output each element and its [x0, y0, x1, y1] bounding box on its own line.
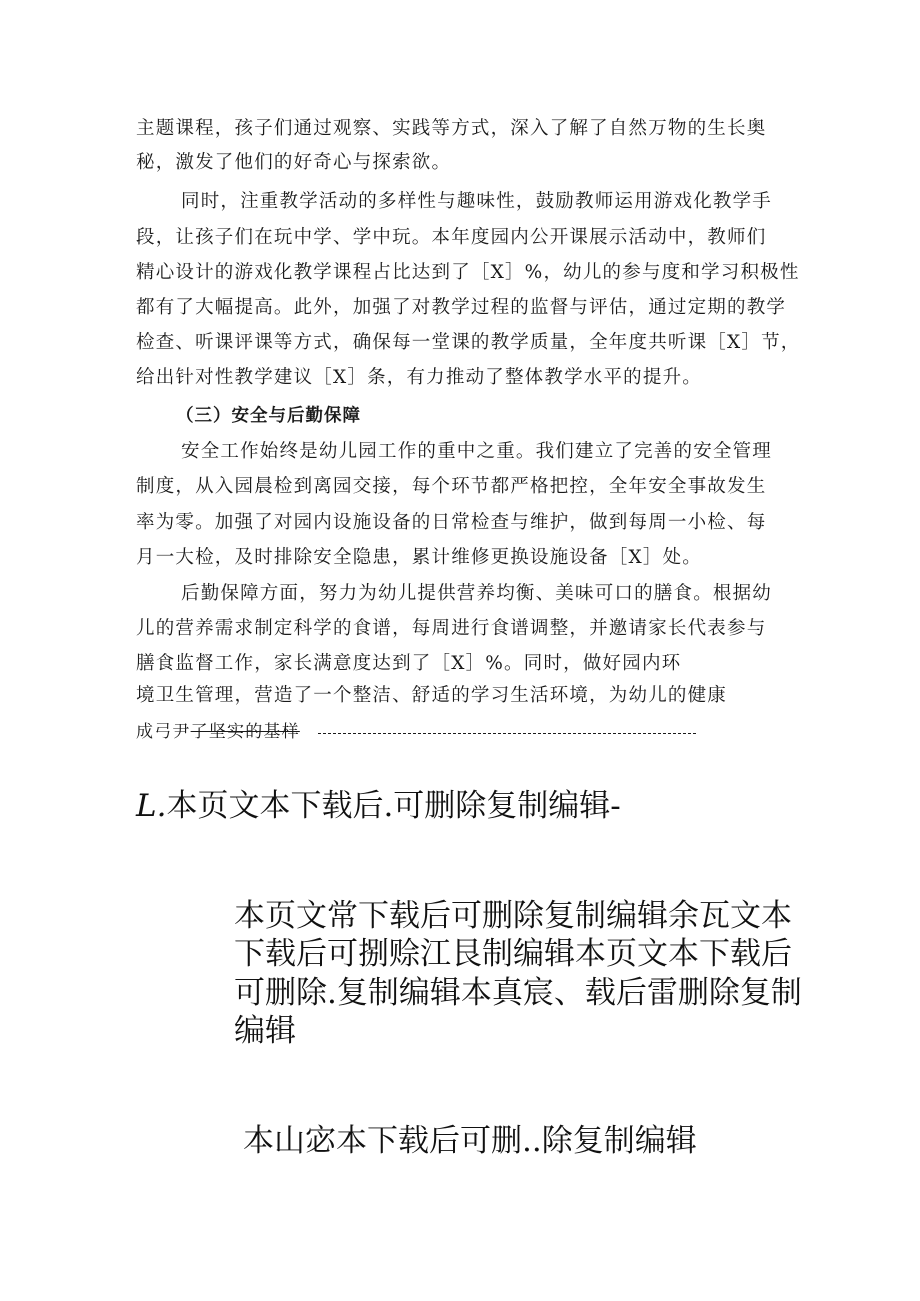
body-text-line: 段，让孩子们在玩中学、学中玩。本年度园内公开课展示活动中，教师们	[136, 227, 767, 248]
download-note-3: 本山宓本下载后可删..除复制编辑	[243, 1123, 697, 1159]
dashed-divider	[318, 733, 696, 734]
download-note-block-line: 可删除.复制编辑本真宸、载后雷删除复制	[234, 975, 802, 1011]
body-text-last-line	[136, 720, 300, 744]
body-text-line: 检查、听课评课等方式，确保每一堂课的教学质量，全年度共听课［X］节，	[136, 332, 801, 353]
last-line-plain: 成弓尹	[136, 722, 191, 742]
note-prefix: L.	[136, 788, 167, 824]
body-text-line: 精心设计的游戏化教学课程占比达到了［X］%，幼儿的参与度和学习积极性	[136, 262, 800, 283]
body-text-line: 主题课程，孩子们通过观察、实践等方式，深入了解了自然万物的生长奥	[136, 118, 767, 139]
body-text-line: 给出针对性教学建议［X］条，有力推动了整体教学水平的提升。	[136, 367, 702, 388]
body-text-line: 同时，注重教学活动的多样性与趣味性，鼓励教师运用游戏化教学手	[181, 191, 773, 212]
body-text-line: 儿的营养需求制定科学的食谱，每周进行食谱调整，并邀请家长代表参与	[136, 618, 767, 639]
last-line-struck: 了坚实的基样	[190, 722, 300, 742]
body-text-line: 后勤保障方面，努力为幼儿提供营养均衡、美味可口的膳食。根据幼	[181, 583, 773, 604]
download-note-block-line: 编辑	[234, 1013, 296, 1049]
body-text-line: 膳食监督工作，家长满意度达到了［X］%。同时，做好园内环	[136, 653, 682, 674]
body-text-line: 秘，激发了他们的好奇心与探索欲。	[136, 152, 452, 173]
download-note-block-line: 本页文常下载后可删除复制编辑余瓦文本	[234, 898, 792, 934]
body-text-line: 月一大检，及时排除安全隐患，累计维修更换设施设备［X］处。	[136, 547, 702, 568]
body-text-line: 率为零。加强了对园内设施设备的日常检查与维护，做到每周一小检、每	[136, 512, 767, 533]
body-text-line: 制度，从入园晨检到离园交接，每个环节都严格把控，全年安全事故发生	[136, 476, 767, 497]
download-note-block-line: 下载后可捌赊江艮制编辑本页文本下载后	[234, 936, 792, 972]
body-text-line: 境卫生管理，营造了一个整洁、舒适的学习生活环境，为幼儿的健康	[136, 685, 728, 706]
body-text-line: 安全工作始终是幼儿园工作的重中之重。我们建立了完善的安全管理	[181, 441, 773, 462]
download-note-1	[136, 786, 621, 826]
note-text: 本页文本下载后.可删除复制编辑-	[166, 788, 621, 824]
section-heading: （三）安全与后勤保障	[176, 406, 361, 426]
body-text-line: 都有了大幅提高。此外，加强了对教学过程的监督与评估，通过定期的教学	[136, 297, 787, 318]
